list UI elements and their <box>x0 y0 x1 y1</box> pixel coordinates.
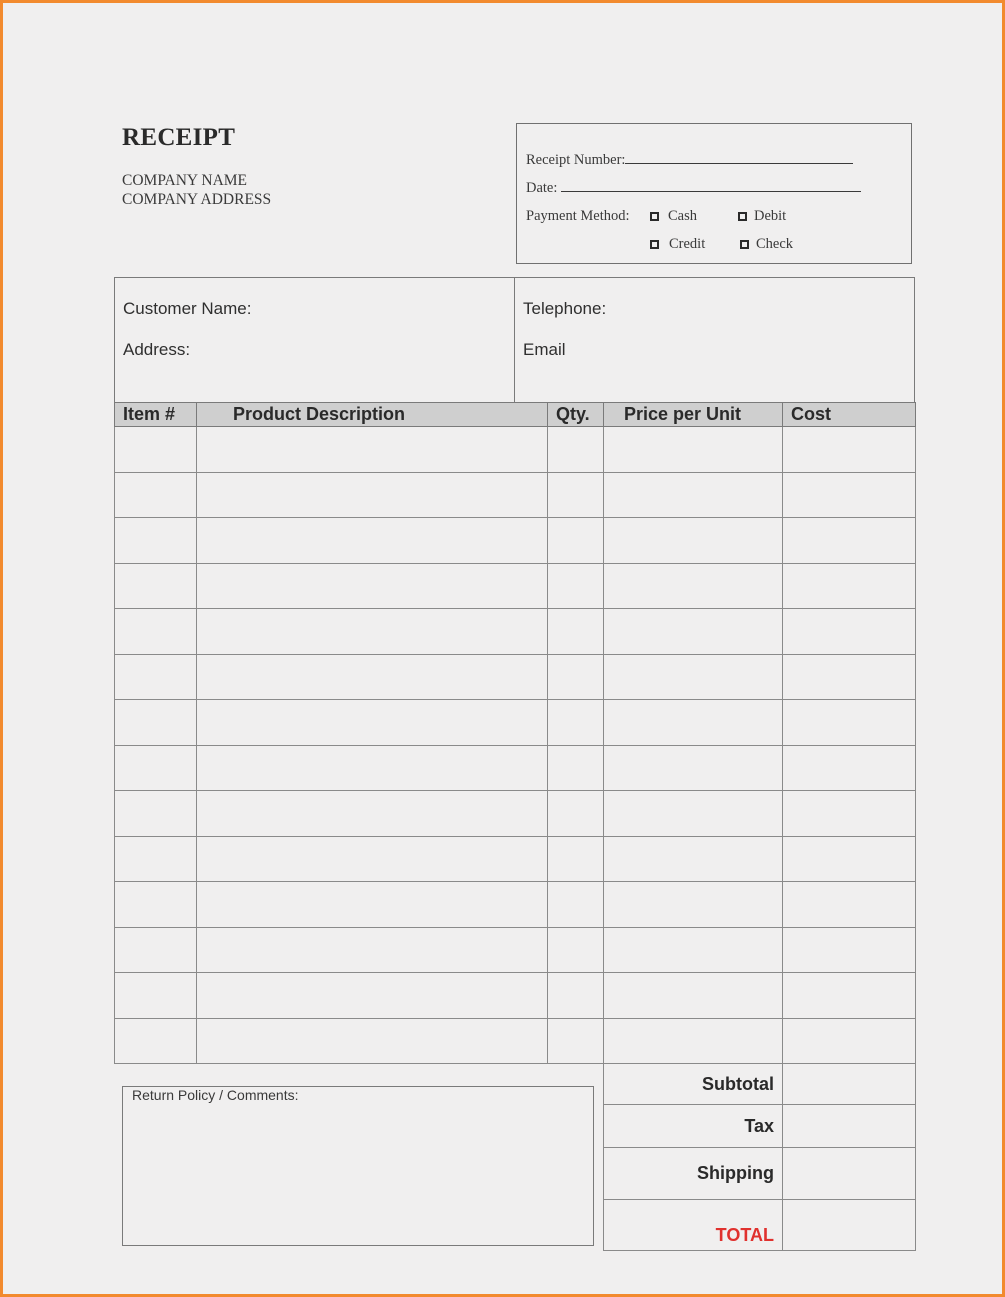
price-cell[interactable] <box>604 745 783 791</box>
cost-cell[interactable] <box>783 518 916 564</box>
debit-checkbox[interactable] <box>738 212 747 221</box>
comments-label: Return Policy / Comments: <box>132 1087 299 1103</box>
price-cell[interactable] <box>604 973 783 1019</box>
description-cell[interactable] <box>197 973 548 1019</box>
cost-cell[interactable] <box>783 882 916 928</box>
date-field[interactable] <box>561 180 861 192</box>
cost-cell[interactable] <box>783 927 916 973</box>
check-checkbox[interactable] <box>740 240 749 249</box>
qty-cell[interactable] <box>548 973 604 1019</box>
col-cost: Cost <box>783 403 916 427</box>
qty-cell[interactable] <box>548 745 604 791</box>
date-label: Date: <box>526 180 558 196</box>
cost-cell[interactable] <box>783 700 916 746</box>
credit-checkbox[interactable] <box>650 240 659 249</box>
receipt-number-field[interactable] <box>625 152 853 164</box>
description-cell[interactable] <box>197 745 548 791</box>
credit-label: Credit <box>669 236 706 252</box>
qty-cell[interactable] <box>548 927 604 973</box>
description-cell[interactable] <box>197 609 548 655</box>
payment-method-label: Payment Method: <box>526 208 630 224</box>
item-number-cell[interactable] <box>115 836 197 882</box>
cash-label: Cash <box>668 208 697 224</box>
item-number-cell[interactable] <box>115 700 197 746</box>
cost-cell[interactable] <box>783 654 916 700</box>
description-cell[interactable] <box>197 563 548 609</box>
comments-box[interactable] <box>122 1086 594 1246</box>
cost-cell[interactable] <box>783 1018 916 1064</box>
table-row <box>115 927 916 973</box>
table-row <box>115 472 916 518</box>
cost-cell[interactable] <box>783 791 916 837</box>
cost-cell[interactable] <box>783 563 916 609</box>
price-cell[interactable] <box>604 427 783 473</box>
qty-cell[interactable] <box>548 700 604 746</box>
description-cell[interactable] <box>197 518 548 564</box>
price-cell[interactable] <box>604 1018 783 1064</box>
item-number-cell[interactable] <box>115 654 197 700</box>
tax-label: Tax <box>604 1105 783 1148</box>
cost-cell[interactable] <box>783 973 916 1019</box>
table-row <box>115 563 916 609</box>
option-cash[interactable] <box>650 208 697 225</box>
items-table <box>114 402 916 1064</box>
qty-cell[interactable] <box>548 563 604 609</box>
total-row <box>604 1200 916 1251</box>
qty-cell[interactable] <box>548 427 604 473</box>
item-number-cell[interactable] <box>115 563 197 609</box>
shipping-row <box>604 1148 916 1200</box>
table-row <box>115 427 916 473</box>
price-cell[interactable] <box>604 836 783 882</box>
qty-cell[interactable] <box>548 654 604 700</box>
col-item-number: Item # <box>115 403 197 427</box>
item-number-cell[interactable] <box>115 472 197 518</box>
description-cell[interactable] <box>197 472 548 518</box>
check-label: Check <box>756 236 794 252</box>
qty-cell[interactable] <box>548 518 604 564</box>
table-row <box>115 836 916 882</box>
subtotal-row <box>604 1064 916 1105</box>
price-cell[interactable] <box>604 518 783 564</box>
table-row <box>115 700 916 746</box>
price-cell[interactable] <box>604 654 783 700</box>
qty-cell[interactable] <box>548 882 604 928</box>
cost-cell[interactable] <box>783 472 916 518</box>
item-number-cell[interactable] <box>115 1018 197 1064</box>
price-cell[interactable] <box>604 700 783 746</box>
item-number-cell[interactable] <box>115 518 197 564</box>
price-cell[interactable] <box>604 927 783 973</box>
item-number-cell[interactable] <box>115 973 197 1019</box>
qty-cell[interactable] <box>548 609 604 655</box>
item-number-cell[interactable] <box>115 745 197 791</box>
description-cell[interactable] <box>197 1018 548 1064</box>
debit-label: Debit <box>754 208 787 224</box>
option-credit[interactable] <box>650 236 705 253</box>
price-cell[interactable] <box>604 609 783 655</box>
price-cell[interactable] <box>604 563 783 609</box>
telephone-label: Telephone: <box>523 299 607 318</box>
col-price-per-unit: Price per Unit <box>604 403 783 427</box>
totals-table <box>603 1063 916 1251</box>
qty-cell[interactable] <box>548 836 604 882</box>
description-cell[interactable] <box>197 836 548 882</box>
description-cell[interactable] <box>197 791 548 837</box>
cash-checkbox[interactable] <box>650 212 659 221</box>
company-name: COMPANY NAME <box>122 172 248 189</box>
customer-divider <box>514 277 515 403</box>
col-qty: Qty. <box>548 403 604 427</box>
option-check[interactable] <box>740 236 793 253</box>
shipping-value-cell[interactable] <box>783 1148 916 1200</box>
price-cell[interactable] <box>604 882 783 928</box>
customer-name-label: Customer Name: <box>123 299 252 318</box>
table-row <box>115 518 916 564</box>
table-row <box>115 609 916 655</box>
description-cell[interactable] <box>197 427 548 473</box>
receipt-number-row <box>526 152 853 169</box>
price-cell[interactable] <box>604 472 783 518</box>
description-cell[interactable] <box>197 927 548 973</box>
address-label: Address: <box>123 340 191 359</box>
receipt-title: RECEIPT <box>122 124 236 151</box>
item-number-cell[interactable] <box>115 427 197 473</box>
email-label: Email <box>523 340 566 359</box>
total-label: TOTAL <box>604 1200 783 1251</box>
table-row <box>115 745 916 791</box>
qty-cell[interactable] <box>548 791 604 837</box>
items-body <box>115 427 916 1064</box>
total-value-cell[interactable] <box>783 1200 916 1251</box>
item-number-cell[interactable] <box>115 882 197 928</box>
subtotal-label: Subtotal <box>604 1064 783 1105</box>
shipping-label: Shipping <box>604 1148 783 1200</box>
table-row <box>115 1018 916 1064</box>
price-cell[interactable] <box>604 791 783 837</box>
table-row <box>115 654 916 700</box>
receipt-number-label: Receipt Number: <box>526 152 626 168</box>
tax-row <box>604 1105 916 1148</box>
cost-cell[interactable] <box>783 609 916 655</box>
cost-cell[interactable] <box>783 745 916 791</box>
table-header-row <box>115 403 916 427</box>
col-product-description: Product Description <box>197 403 548 427</box>
description-cell[interactable] <box>197 882 548 928</box>
date-row <box>526 180 861 197</box>
item-number-cell[interactable] <box>115 791 197 837</box>
option-debit[interactable] <box>738 208 786 225</box>
table-row <box>115 791 916 837</box>
tax-value-cell[interactable] <box>783 1105 916 1148</box>
cost-cell[interactable] <box>783 427 916 473</box>
table-row <box>115 882 916 928</box>
table-row <box>115 973 916 1019</box>
company-address: COMPANY ADDRESS <box>122 191 272 208</box>
description-cell[interactable] <box>197 654 548 700</box>
description-cell[interactable] <box>197 700 548 746</box>
item-number-cell[interactable] <box>115 609 197 655</box>
item-number-cell[interactable] <box>115 927 197 973</box>
cost-cell[interactable] <box>783 836 916 882</box>
subtotal-value-cell[interactable] <box>783 1064 916 1105</box>
qty-cell[interactable] <box>548 1018 604 1064</box>
qty-cell[interactable] <box>548 472 604 518</box>
